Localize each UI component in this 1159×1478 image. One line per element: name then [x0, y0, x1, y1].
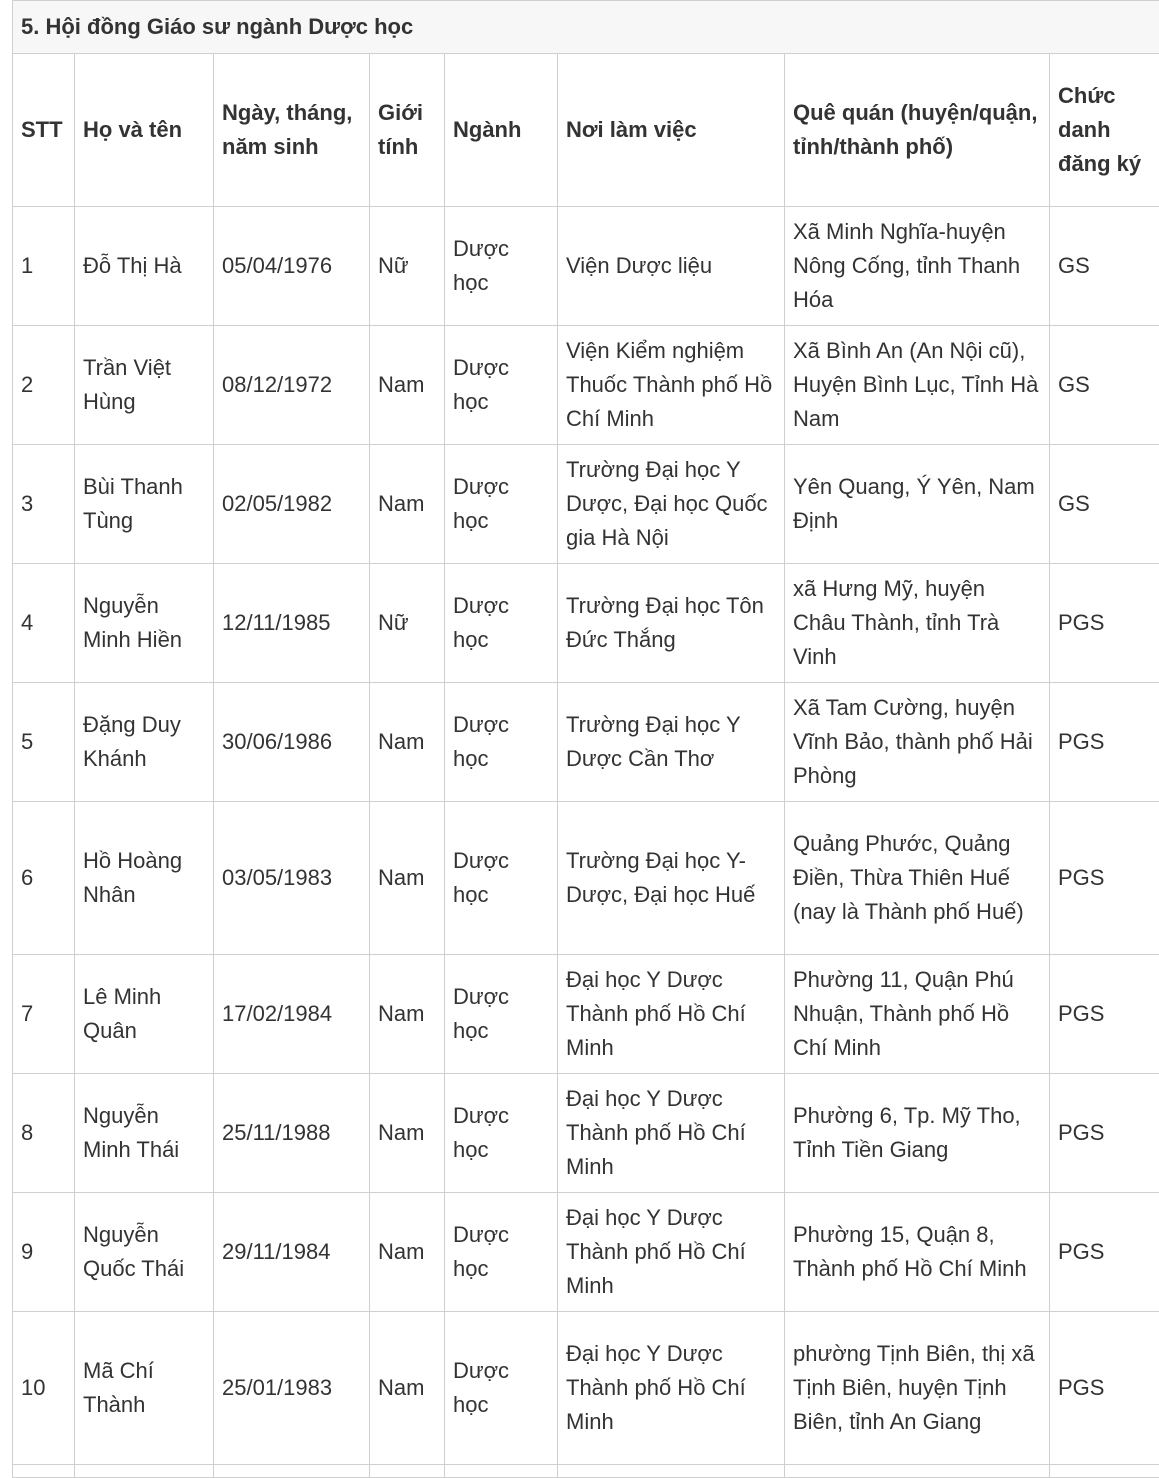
cell-hometown: Quảng Phước, Quảng Điền, Thừa Thiên Huế (nay là Thành phố Huế) [785, 802, 1050, 955]
council-table [12, 0, 1159, 1478]
cell-title: GS [1050, 445, 1159, 564]
cell-hometown: xã Hưng Mỹ, huyện Châu Thành, tỉnh Trà Vinh [785, 564, 1050, 683]
cell-workplace: Viện Kiểm nghiệm Thuốc Thành phố Hồ Chí Minh [558, 326, 785, 445]
cell-dob: 25/01/1983 [214, 1312, 370, 1465]
table-row [13, 445, 1159, 564]
cell-workplace: Đại học Y Dược Thành phố Hồ Chí Minh [558, 1312, 785, 1465]
cell-field: Dược học [445, 207, 558, 326]
cell-stt: 4 [13, 564, 75, 683]
cell-empty [13, 1465, 75, 1478]
cell-empty [445, 1465, 558, 1478]
cell-title: PGS [1050, 802, 1159, 955]
cell-stt: 9 [13, 1193, 75, 1312]
cell-name: Hồ Hoàng Nhân [75, 802, 214, 955]
cell-field: Dược học [445, 564, 558, 683]
cell-field: Dược học [445, 1312, 558, 1465]
cell-title: PGS [1050, 1074, 1159, 1193]
cell-empty [785, 1465, 1050, 1478]
cell-name: Đỗ Thị Hà [75, 207, 214, 326]
cell-gender: Nam [370, 1193, 445, 1312]
cell-empty [370, 1465, 445, 1478]
cell-empty [75, 1465, 214, 1478]
table-row [13, 564, 1159, 683]
cell-hometown: Yên Quang, Ý Yên, Nam Định [785, 445, 1050, 564]
cell-hometown: phường Tịnh Biên, thị xã Tịnh Biên, huyện Tịnh Biên, tỉnh An Giang [785, 1312, 1050, 1465]
table-container [12, 0, 1159, 1478]
cell-name: Đặng Duy Khánh [75, 683, 214, 802]
cell-gender: Nam [370, 1312, 445, 1465]
cell-workplace: Trường Đại học Y Dược Cần Thơ [558, 683, 785, 802]
cell-name: Nguyễn Minh Hiền [75, 564, 214, 683]
table-row [13, 955, 1159, 1074]
cell-stt: 3 [13, 445, 75, 564]
cell-title: GS [1050, 207, 1159, 326]
cell-dob: 25/11/1988 [214, 1074, 370, 1193]
cell-name: Bùi Thanh Tùng [75, 445, 214, 564]
cell-title: PGS [1050, 1312, 1159, 1465]
cell-empty [1050, 1465, 1159, 1478]
cell-dob: 02/05/1982 [214, 445, 370, 564]
cell-hometown: Phường 15, Quận 8, Thành phố Hồ Chí Minh [785, 1193, 1050, 1312]
cell-gender: Nam [370, 683, 445, 802]
table-row [13, 1193, 1159, 1312]
cell-gender: Nam [370, 1074, 445, 1193]
cell-workplace: Đại học Y Dược Thành phố Hồ Chí Minh [558, 955, 785, 1074]
cell-name: Trần Việt Hùng [75, 326, 214, 445]
cell-dob: 29/11/1984 [214, 1193, 370, 1312]
cell-dob: 08/12/1972 [214, 326, 370, 445]
cell-field: Dược học [445, 326, 558, 445]
table-row [13, 683, 1159, 802]
header-workplace: Nơi làm việc [558, 54, 785, 207]
cell-empty [558, 1465, 785, 1478]
cell-title: PGS [1050, 564, 1159, 683]
cell-gender: Nam [370, 326, 445, 445]
section-title-row [13, 1, 1159, 54]
header-field: Ngành [445, 54, 558, 207]
table-row [13, 1312, 1159, 1465]
table-row-partial [13, 1465, 1159, 1478]
cell-workplace: Đại học Y Dược Thành phố Hồ Chí Minh [558, 1074, 785, 1193]
cell-field: Dược học [445, 955, 558, 1074]
cell-dob: 03/05/1983 [214, 802, 370, 955]
table-row [13, 207, 1159, 326]
cell-workplace: Đại học Y Dược Thành phố Hồ Chí Minh [558, 1193, 785, 1312]
cell-stt: 5 [13, 683, 75, 802]
cell-title: PGS [1050, 1193, 1159, 1312]
table-row [13, 802, 1159, 955]
cell-empty [214, 1465, 370, 1478]
cell-hometown: Phường 6, Tp. Mỹ Tho, Tỉnh Tiền Giang [785, 1074, 1050, 1193]
cell-field: Dược học [445, 1193, 558, 1312]
cell-dob: 30/06/1986 [214, 683, 370, 802]
cell-workplace: Trường Đại học Tôn Đức Thắng [558, 564, 785, 683]
header-gender: Giới tính [370, 54, 445, 207]
cell-title: GS [1050, 326, 1159, 445]
cell-workplace: Trường Đại học Y Dược, Đại học Quốc gia Hà Nội [558, 445, 785, 564]
header-name: Họ và tên [75, 54, 214, 207]
table-row [13, 1074, 1159, 1193]
cell-hometown: Xã Minh Nghĩa-huyện Nông Cống, tỉnh Thanh Hóa [785, 207, 1050, 326]
cell-gender: Nữ [370, 207, 445, 326]
cell-stt: 8 [13, 1074, 75, 1193]
cell-stt: 2 [13, 326, 75, 445]
section-title: 5. Hội đồng Giáo sư ngành Dược học [13, 1, 1159, 54]
cell-name: Nguyễn Quốc Thái [75, 1193, 214, 1312]
cell-hometown: Xã Tam Cường, huyện Vĩnh Bảo, thành phố Hải Phòng [785, 683, 1050, 802]
cell-gender: Nữ [370, 564, 445, 683]
cell-stt: 6 [13, 802, 75, 955]
header-row [13, 54, 1159, 207]
cell-title: PGS [1050, 683, 1159, 802]
cell-field: Dược học [445, 802, 558, 955]
cell-gender: Nam [370, 802, 445, 955]
table-row [13, 326, 1159, 445]
cell-field: Dược học [445, 683, 558, 802]
cell-name: Lê Minh Quân [75, 955, 214, 1074]
cell-stt: 1 [13, 207, 75, 326]
cell-dob: 12/11/1985 [214, 564, 370, 683]
header-dob: Ngày, tháng, năm sinh [214, 54, 370, 207]
header-stt: STT [13, 54, 75, 207]
cell-gender: Nam [370, 445, 445, 564]
cell-workplace: Trường Đại học Y-Dược, Đại học Huế [558, 802, 785, 955]
cell-stt: 10 [13, 1312, 75, 1465]
cell-name: Mã Chí Thành [75, 1312, 214, 1465]
cell-workplace: Viện Dược liệu [558, 207, 785, 326]
cell-dob: 05/04/1976 [214, 207, 370, 326]
cell-hometown: Xã Bình An (An Nội cũ), Huyện Bình Lục, Tỉnh Hà Nam [785, 326, 1050, 445]
cell-gender: Nam [370, 955, 445, 1074]
header-title: Chức danh đăng ký [1050, 54, 1159, 207]
cell-field: Dược học [445, 1074, 558, 1193]
header-hometown: Quê quán (huyện/quận, tỉnh/thành phố) [785, 54, 1050, 207]
cell-field: Dược học [445, 445, 558, 564]
cell-title: PGS [1050, 955, 1159, 1074]
cell-dob: 17/02/1984 [214, 955, 370, 1074]
cell-name: Nguyễn Minh Thái [75, 1074, 214, 1193]
cell-stt: 7 [13, 955, 75, 1074]
cell-hometown: Phường 11, Quận Phú Nhuận, Thành phố Hồ Chí Minh [785, 955, 1050, 1074]
